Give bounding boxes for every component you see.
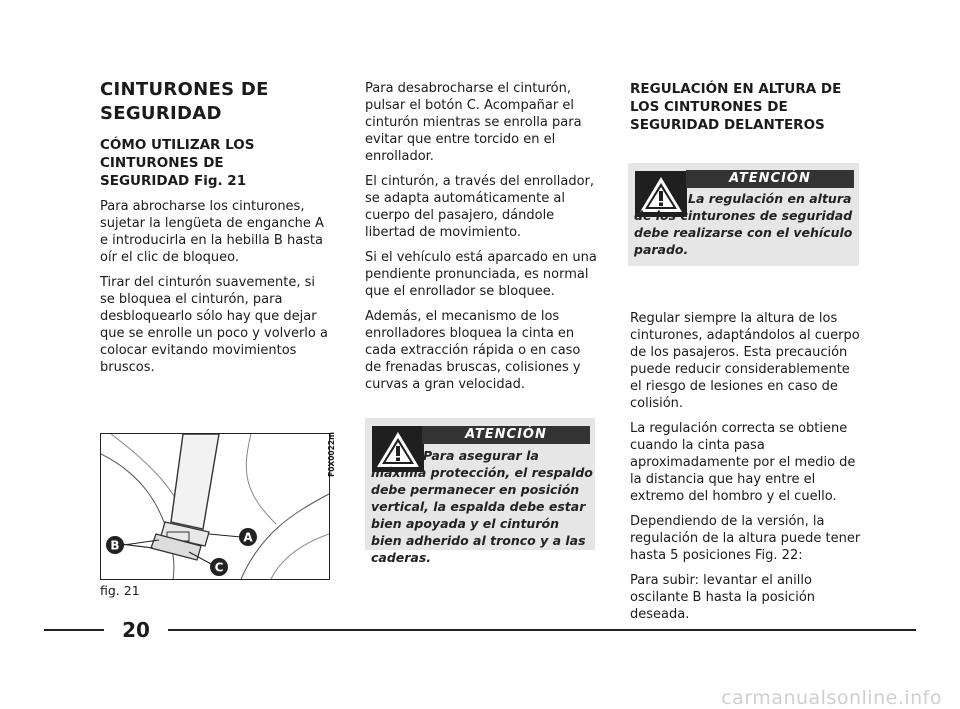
footer-rule-right <box>168 629 916 631</box>
subsection-title: CÓMO UTILIZAR LOS CINTURONES DE SEGURIDAD Fig. 21 <box>100 137 255 189</box>
paragraph: Además, el mecanismo de los enrolladores bloquea la cinta en cada extracción rápida o en caso de frenadas bruscas, colisiones y curvas a gran velocidad. <box>365 309 581 392</box>
column-2 <box>365 80 597 393</box>
callout-c-label: C <box>214 560 224 575</box>
paragraph: El cinturón, a través del enrollador, se adapta automáticamente al cuerpo del pasajero, dándole libertad de movimiento. <box>365 174 595 240</box>
callout-c <box>210 558 228 576</box>
figure-seatbelt-buckle <box>100 433 330 580</box>
warning-box <box>628 163 859 266</box>
seatbelt-illustration <box>101 434 329 579</box>
column-3 <box>630 80 860 134</box>
section-title: CINTURONES DE SEGURIDAD <box>100 79 269 124</box>
column-3-body <box>630 310 862 623</box>
watermark: carmanualsonline.info <box>721 687 942 709</box>
warning-heading: ATENCIÓN <box>422 426 590 444</box>
warning-text: La regulación en altura de los cinturones de seguridad debe realizarse con el vehículo parado. <box>634 191 853 257</box>
column-1 <box>100 78 328 376</box>
callout-a <box>239 528 257 546</box>
callout-b <box>106 536 124 554</box>
paragraph: Regular siempre la altura de los cinturones, adaptándolos al cuerpo de los pasajeros. Esta precaución puede reducir considerablemente el riesgo de lesiones en caso de colisión. <box>630 311 860 411</box>
callout-a-label: A <box>243 530 253 545</box>
paragraph: Para subir: levantar el anillo oscilante B hasta la posición deseada. <box>630 573 816 622</box>
page-footer <box>44 618 916 642</box>
footer-rule-left <box>44 629 104 631</box>
subsection-title: REGULACIÓN EN ALTURA DE LOS CINTURONES DE SEGURIDAD DELANTEROS <box>630 81 842 133</box>
paragraph: Para desabrocharse el cinturón, pulsar el botón C. Acompañar el cinturón mientras se enrolla para evitar que entre torcido en el enrollador. <box>365 81 582 164</box>
figure-code: F0X0022m <box>326 432 336 477</box>
paragraph: Dependiendo de la versión, la regulación de la altura puede tener hasta 5 posiciones Fig. 22: <box>630 514 861 563</box>
warning-text: Para asegurar la máxima protección, el respaldo debe permanecer en posición vertical, la espalda debe estar bien apoyada y el cinturón bien adherido al tronco y a las caderas. <box>371 448 593 565</box>
callout-b-label: B <box>110 538 120 553</box>
paragraph: La regulación correcta se obtiene cuando la cinta pasa aproximadamente por el medio de la distancia que hay entre el extremo del hombro y el cuello. <box>630 421 856 504</box>
page-number: 20 <box>122 618 150 642</box>
paragraph: Para abrocharse los cinturones, sujetar la lengüeta de enganche A e introducirla en la hebilla B hasta oír el clic de bloqueo. <box>100 199 324 265</box>
figure-caption: fig. 21 <box>100 583 140 598</box>
paragraph: Tirar del cinturón suavemente, si se bloquea el cinturón, para desbloquearlo sólo hay que dejar que se enrolle un poco y volverlo a colocar evitando movimientos bruscos. <box>100 275 328 375</box>
paragraph: Si el vehículo está aparcado en una pendiente pronunciada, es normal que el enrollador se bloquee. <box>365 250 597 299</box>
warning-heading: ATENCIÓN <box>686 170 854 188</box>
warning-box <box>365 418 595 565</box>
